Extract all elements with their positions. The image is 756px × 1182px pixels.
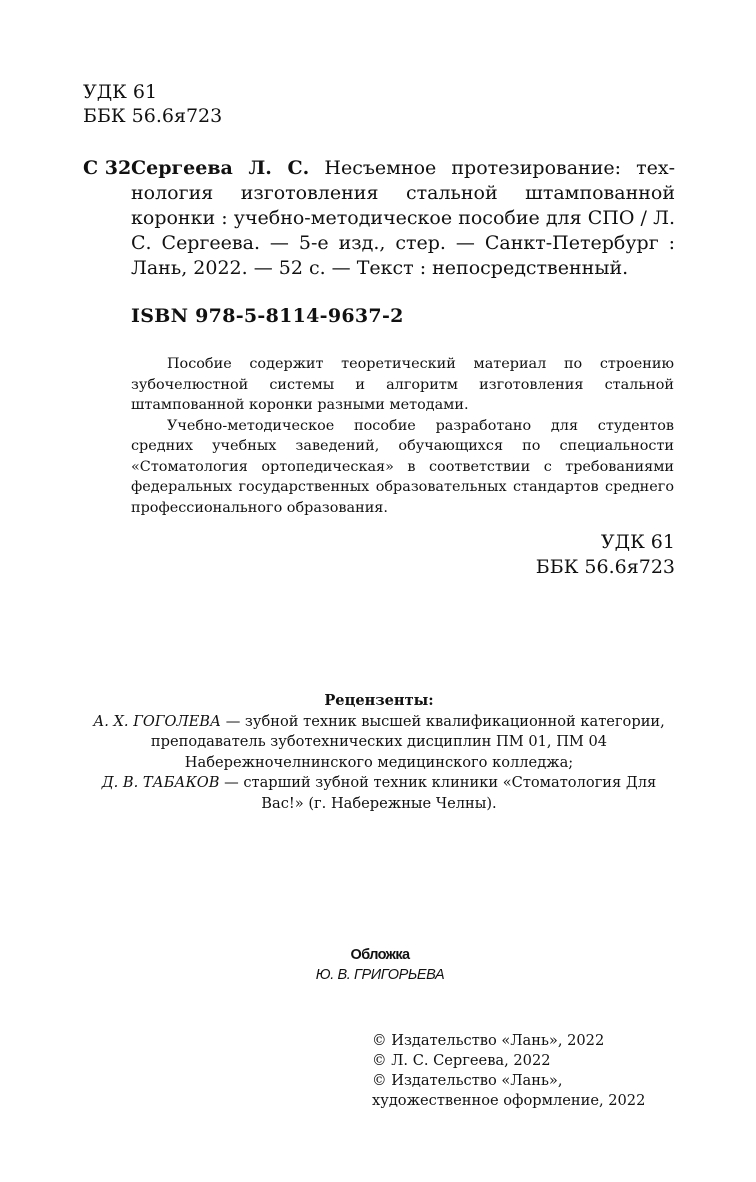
copyright-author: © Л. С. Сергеева, 2022	[372, 1052, 551, 1069]
bbk-code: ББК 56.6я723	[535, 556, 675, 578]
entry-first-line	[131, 156, 675, 181]
isbn: ISBN 978-5-8114-9637-2	[131, 305, 404, 327]
author-mark: С 32	[83, 157, 132, 179]
bibliographic-entry	[83, 156, 675, 281]
udk-code: УДК 61	[83, 81, 158, 103]
entry-title-rest: нология изготовления стальной штампованной коронки : учебно-методическое пособие для СПО / Л. С. Сергеева. — 5-е изд., стер. — Санкт-Петербург : Лань, 2022. — 52 с. — Текст : непосредственный.	[131, 182, 675, 279]
reviewer-1-name: А. Х. ГОГОЛЕВА	[93, 712, 222, 730]
reviewers-heading: Рецензенты:	[324, 692, 434, 709]
bibliographic-description	[131, 156, 675, 281]
reviewers-block	[83, 691, 675, 814]
copyright-publisher: © Издательство «Лань», 2022	[372, 1032, 605, 1049]
annotation	[131, 354, 674, 518]
copyright-design-continued: художественное оформление, 2022	[372, 1092, 646, 1109]
reviewer-1-description: — зубной техник высшей квалификационной категории, преподаватель зуботехнических дисциплин ПМ 01, ПМ 04 Набережночелнинского медицинского колледжа;	[150, 712, 665, 771]
bbk-code: ББК 56.6я723	[83, 105, 223, 127]
classification-bottom	[536, 530, 675, 580]
entry-title-start: Несъемное протезирование: тех-	[324, 157, 675, 179]
cover-designer: Ю. В. ГРИГОРЬЕВА	[315, 967, 445, 983]
reviewer-2-name: Д. В. ТАБАКОВ	[101, 774, 220, 791]
annotation-paragraph-1: Пособие содержит теоретический материал по строению зубочелюстной системы и алгоритм изготовления стальной штампованной коронки разными методами.	[131, 356, 674, 413]
cover-label: Обложка	[350, 947, 410, 963]
copyright-block	[372, 1031, 645, 1111]
classification-top	[83, 80, 222, 128]
reviewer-2-description: — старший зубной техник клиники «Стоматология Для Вас!» (г. Набережные Челны).	[219, 774, 657, 812]
entry-author: Сергеева Л. С.	[131, 157, 310, 179]
copyright-design: © Издательство «Лань»,	[372, 1072, 563, 1089]
udk-code: УДК 61	[600, 531, 675, 553]
cover-credit	[230, 945, 530, 985]
annotation-paragraph-2: Учебно-методическое пособие разработано для студентов средних учебных заведений, обучающихся по специальности «Стоматология ортопедическая» в соответствии с требованиями федеральных государственных образовательных стандартов среднего профессионального образования.	[131, 417, 674, 516]
